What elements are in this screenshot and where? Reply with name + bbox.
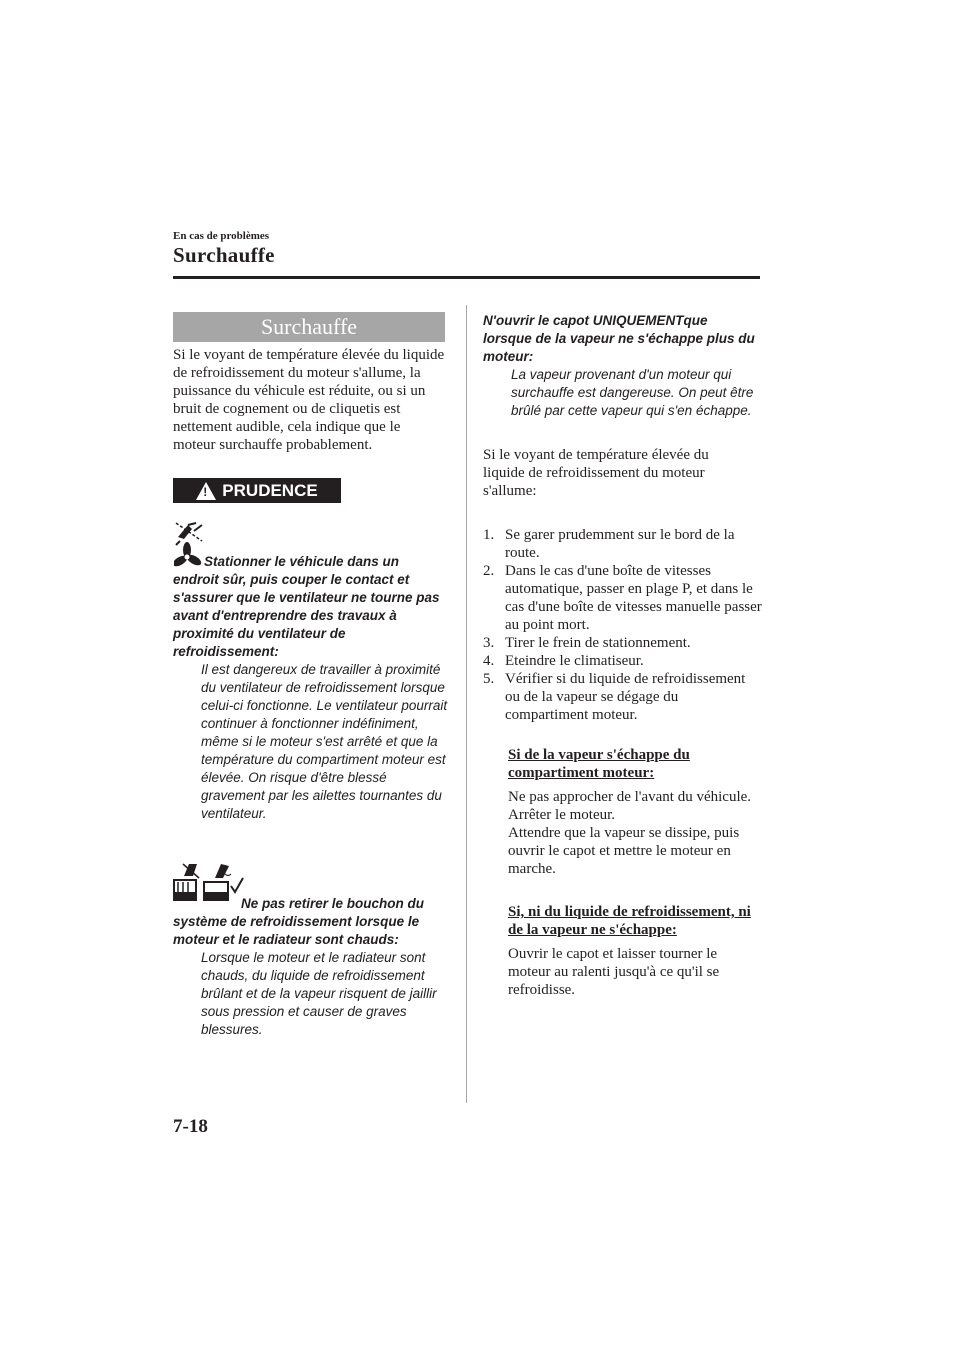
caution-label: PRUDENCE: [222, 480, 318, 500]
warning-fan-body: Il est dangereux de travailler à proximité du ventilateur de refroidissement lorsque celui-ci fonctionne. Le ventilateur pourrait continuer à fonctionner indéfiniment, même si le moteur s'est arrêté et que la température du compartiment moteur est élevée. On risque d'être blessé gravement par les ailettes tournantes du ventilateur.: [201, 662, 448, 821]
caution-badge: [173, 478, 341, 503]
section-banner: Surchauffe: [173, 312, 445, 342]
warning-triangle-icon: !: [196, 482, 216, 500]
warning-hood-body: La vapeur provenant d'un moteur qui surchauffe est dangereuse. On peut être brûlé par cette vapeur qui s'en échappe.: [511, 367, 754, 418]
warning-fan: [173, 553, 448, 823]
title-divider: [173, 276, 760, 279]
intro-paragraph: Si le voyant de température élevée du liquide de refroidissement du moteur s'allume, la puissance du véhicule est réduite, ou si un bruit de cognement ou de cliquetis est nettement audible, cela indique que le moteur surchauffe probablement.: [173, 347, 445, 453]
case-steam-body2: Attendre que la vapeur se dissipe, puis ouvrir le capot et mettre le moteur en marche.: [508, 825, 740, 877]
warning-hood-heading: N'ouvrir le capot UNIQUEMENTque lorsque de la vapeur ne s'échappe plus du moteur:: [483, 313, 755, 364]
case-none-heading: Si, ni du liquide de refroidissement, ni de la vapeur ne s'échappe:: [508, 904, 751, 938]
case-none: [508, 903, 753, 999]
warning-radiator-heading: Ne pas retirer le bouchon du système de refroidissement lorsque le moteur et le radiateur sont chauds:: [173, 896, 425, 947]
warning-fan-heading: Stationner le véhicule dans un endroit sûr, puis couper le contact et s'assurer que le ventilateur ne tourne pas avant d'entreprendre des travaux à proximité du ventilateur de refroidissement:: [173, 554, 440, 659]
case-steam: [508, 746, 753, 878]
page-number: 7-18: [173, 1116, 208, 1137]
list-item: 4. Eteindre le climatiseur.: [483, 653, 644, 669]
case-steam-body1: Ne pas approcher de l'avant du véhicule. Arrêter le moteur.: [508, 789, 752, 823]
column-divider: [466, 305, 467, 1103]
list-item: 2. Dans le cas d'une boîte de vitesses automatique, passer en plage P, et dans le cas d'une boîte de vitesses manuelle passer au point mort.: [483, 563, 762, 633]
section-label: En cas de problèmes: [173, 230, 270, 242]
case-steam-heading: Si de la vapeur s'échappe du compartiment moteur:: [508, 747, 690, 781]
steps-list: [483, 526, 763, 724]
list-item: 3. Tirer le frein de stationnement.: [483, 635, 691, 651]
page-title: Surchauffe: [173, 243, 275, 267]
list-item: 1. Se garer prudemment sur le bord de la route.: [483, 527, 735, 561]
warning-radiator-body: Lorsque le moteur et le radiateur sont chauds, du liquide de refroidissement brûlant et de la vapeur risquent de jaillir sous pression et causer de graves blessures.: [201, 950, 437, 1037]
list-item: 5. Vérifier si du liquide de refroidissement ou de la vapeur se dégage du compartiment moteur.: [483, 671, 746, 723]
warning-hood: [483, 312, 758, 420]
lead-paragraph: Si le voyant de température élevée du liquide de refroidissement du moteur s'allume:: [483, 447, 709, 499]
warning-radiator: [173, 895, 448, 1039]
case-none-body: Ouvrir le capot et laisser tourner le moteur au ralenti jusqu'à ce qu'il se refroidisse.: [508, 946, 720, 998]
